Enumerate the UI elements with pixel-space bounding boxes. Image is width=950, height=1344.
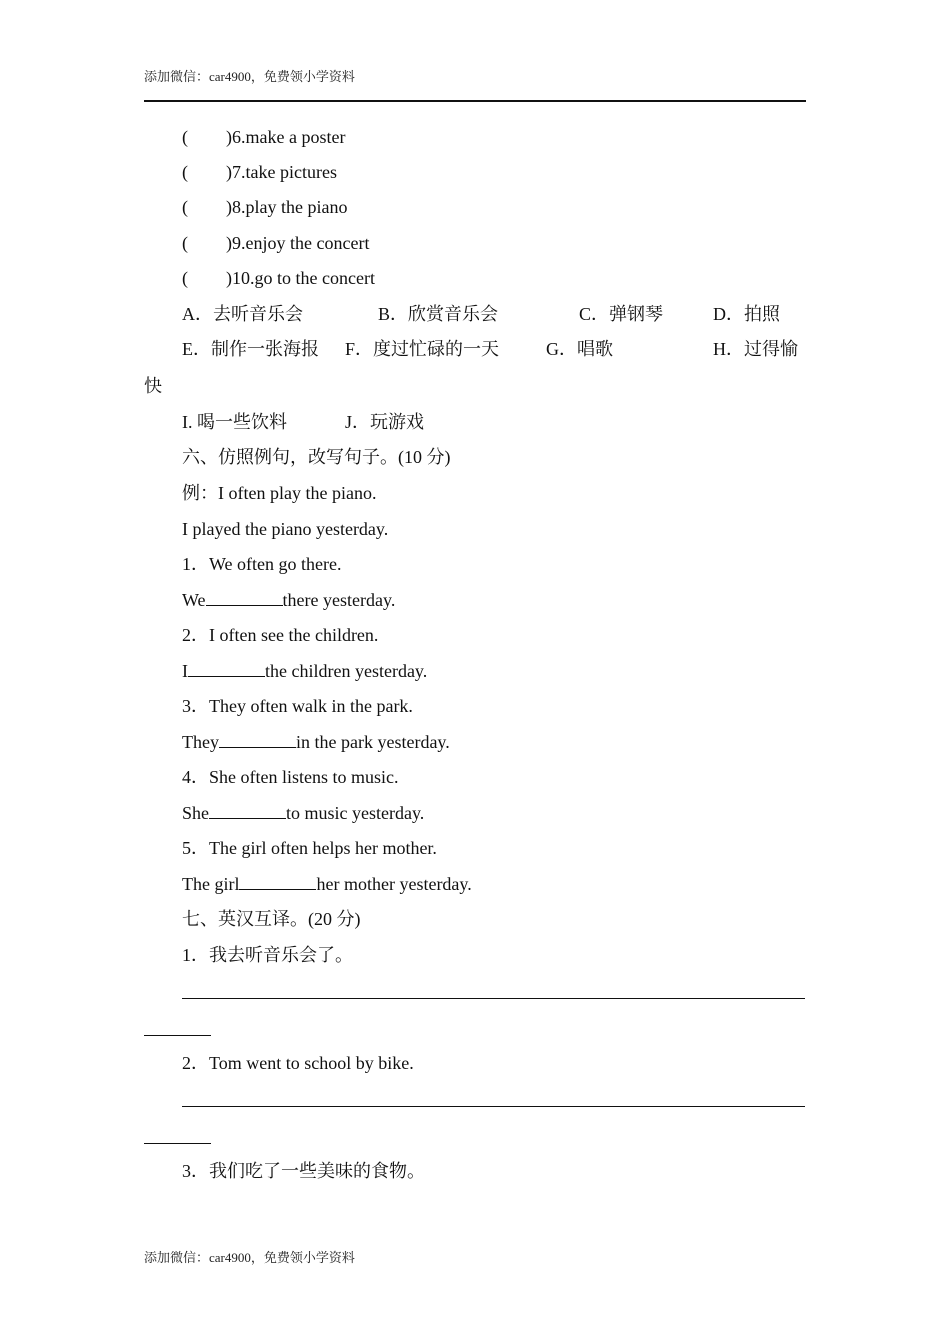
translation-question-2: 2．Tom went to school by bike. [182,1053,414,1073]
page-header: 添加微信：car4900，免费领小学资料 [144,69,355,84]
match-item-6: ( )6.make a poster [182,127,346,147]
option-h: H．过得愉 [713,339,798,359]
answer-line-5: The girl her mother yesterday. [182,874,472,894]
question-4: 4．She often listens to music. [182,767,399,787]
match-item-7: ( )7.take pictures [182,162,337,182]
header-divider [144,100,806,102]
option-d: D．拍照 [713,304,780,324]
page-footer: 添加微信：car4900，免费领小学资料 [144,1250,355,1265]
option-f: F．度过忙碌的一天 [345,339,500,359]
example-answer: I played the piano yesterday. [182,519,389,539]
answer-blank[interactable] [239,873,316,890]
answer-blank[interactable] [206,589,283,606]
answer-blank[interactable] [219,731,296,748]
translation-question-3: 3．我们吃了一些美味的食物。 [182,1161,425,1181]
question-3: 3．They often walk in the park. [182,696,413,716]
answer-line-1: We there yesterday. [182,590,396,610]
option-g: G．唱歌 [546,339,613,359]
translation-question-1: 1．我去听音乐会了。 [182,945,353,965]
section-6-title: 六、仿照例句，改写句子。(10 分) [182,447,451,467]
option-h-wrap: 快 [144,376,162,396]
option-c: C．弹钢琴 [579,304,664,324]
answer-rule-1-continued[interactable] [144,1035,211,1036]
match-item-9: ( )9.enjoy the concert [182,233,370,253]
answer-line-4: She to music yesterday. [182,803,425,823]
example-sentence: 例：I often play the piano. [182,483,377,503]
match-item-8: ( )8.play the piano [182,197,348,217]
question-5: 5．The girl often helps her mother. [182,838,437,858]
answer-rule-1[interactable] [182,998,805,999]
option-a: A．去听音乐会 [182,304,303,324]
answer-rule-2-continued[interactable] [144,1143,211,1144]
match-item-10: ( )10.go to the concert [182,268,375,288]
answer-blank[interactable] [209,802,286,819]
option-b: B．欣赏音乐会 [378,304,499,324]
answer-line-3: They in the park yesterday. [182,732,450,752]
answer-line-2: I the children yesterday. [182,661,428,681]
question-1: 1．We often go there. [182,554,342,574]
section-7-title: 七、英汉互译。(20 分) [182,909,361,929]
answer-rule-2[interactable] [182,1106,805,1107]
option-e: E．制作一张海报 [182,339,319,359]
question-2: 2．I often see the children. [182,625,379,645]
option-j: J．玩游戏 [345,412,425,432]
option-i: I. 喝一些饮料 [182,412,287,432]
answer-blank[interactable] [188,660,265,677]
